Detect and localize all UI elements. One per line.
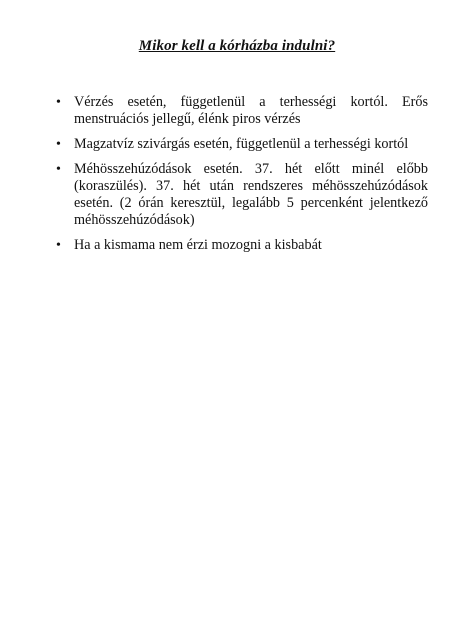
bullet-icon: • xyxy=(56,95,61,110)
bullet-item-contractions xyxy=(56,161,428,229)
bullet-text: Magzatvíz szivárgás esetén, függetlenül a terhességi kortól xyxy=(74,136,409,152)
bullet-icon: • xyxy=(56,238,61,253)
bullet-item-baby-movement xyxy=(56,237,428,254)
bullet-item-amniotic-fluid xyxy=(56,136,428,153)
bullet-list xyxy=(56,94,428,261)
bullet-icon: • xyxy=(56,162,61,177)
bullet-text: Méhösszehúzódások esetén. 37. hét előtt minél előbb (koraszülés). 37. hét után rendszeres méhösszehúzódások esetén. (2 órán keresztül, legalább 5 percenként jelentkező méhösszehúzódások) xyxy=(74,161,428,228)
bullet-text: Vérzés esetén, függetlenül a terhességi kortól. Erős menstruációs jellegű, élénk piros vérzés xyxy=(74,94,428,127)
bullet-text: Ha a kismama nem érzi mozogni a kisbabát xyxy=(74,237,322,253)
bullet-item-bleeding xyxy=(56,94,428,128)
document-title: Mikor kell a kórházba indulni? xyxy=(138,38,336,54)
bullet-icon: • xyxy=(56,137,61,152)
